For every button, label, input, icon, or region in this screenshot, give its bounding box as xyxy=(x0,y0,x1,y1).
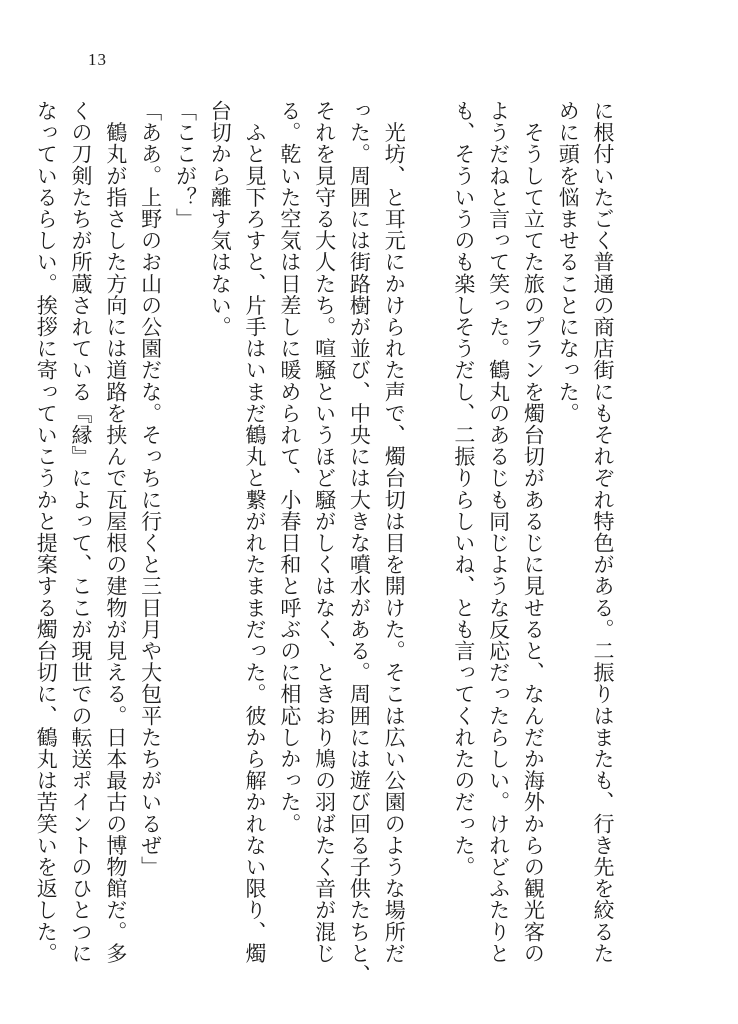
text-line: る。乾いた空気は日差しに暖められて、小春日和と呼ぶのに相応しかった。 xyxy=(277,100,302,835)
text-line: った。周囲には街路樹が並び、中央には大きな噴水がある。周囲には遊び回る子供たちと、 xyxy=(347,100,372,986)
text-line: なっているらしい。挨拶に寄っていこうかと提案する燭台切に、鶴丸は苦笑いを返した。 xyxy=(34,100,59,964)
text-line: ふと見下ろすと、片手はいまだ鶴丸と繋がれたままだった。彼から解かれない限り、燭 xyxy=(243,100,268,964)
text-line: くの刀剣たちが所蔵されている『縁』によって、ここが現世での転送ポイントのひとつに xyxy=(69,100,94,964)
text-line: ようだねと言って笑った。鶴丸のあるじも同じような反応だったらしい。けれどふたりと xyxy=(486,100,511,964)
dialogue-line: 「ああ。上野のお山の公園だな。そっちに行くと三日月や大包平たちがいるぜ」 xyxy=(138,100,163,878)
body-text xyxy=(28,100,620,986)
section-break xyxy=(411,100,446,940)
dialogue-line: 「ここが？」 xyxy=(173,100,198,230)
text-line: 鶴丸が指さした方向には道路を挟んで瓦屋根の建物が見える。日本最古の博物館だ。多 xyxy=(103,100,128,964)
text-line: に根付いたごく普通の商店街にもそれぞれ特色がある。二振りはまたも、行き先を絞るた xyxy=(591,100,615,964)
page-number: 13 xyxy=(88,50,107,69)
text-line: それを見守る大人たち。喧騒というほど騒がしくはなく、ときおり鳩の羽ばたく音が混じ xyxy=(312,100,337,964)
text-line: 光坊、と耳元にかけられた声で、燭台切は目を開けた。そこは広い公園のような場所だ xyxy=(382,100,407,964)
text-line: 台切から離す気はない。 xyxy=(208,100,233,338)
text-line: そうして立てた旅のプランを燭台切があるじに見せると、なんだか海外からの観光客の xyxy=(521,100,546,964)
text-line: も、そういうのも楽しそうだし、二振りらしいね、とも言ってくれたのだった。 xyxy=(451,100,476,878)
text-line: めに頭を悩ませることになった。 xyxy=(556,100,581,424)
